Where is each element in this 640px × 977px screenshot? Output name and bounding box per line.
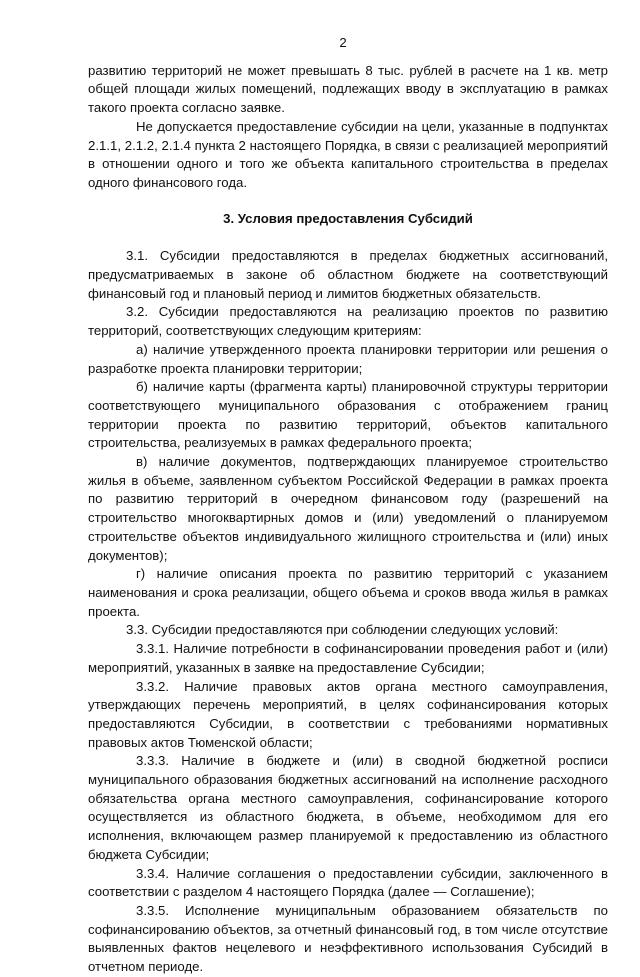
paragraph-restriction: Не допускается предоставление субсидии на цели, указанные в подпунктах 2.1.1, 2.1.2, 2.1.4 пункта 2 настоящего Порядка, в связи с реализацией мероприятий в отношении одного и того же объекта капитального строительства в пределах одного финансового года.	[88, 118, 608, 190]
clause-3-3-2: 3.3.2. Наличие правовых актов органа местного самоуправления, утверждающих перечень мероприятий, в целях софинансирования которых предоставляются Субсидии, в соответствии с требованиями нормативных правовых актов Тюменской области;	[88, 678, 608, 750]
clause-3-2: 3.2. Субсидии предоставляются на реализацию проектов по развитию территорий, соответствующих следующим критериям:	[88, 304, 608, 339]
criterion-v: в) наличие документов, подтверждающих планируемое строительство жилья в объеме, заявленном субъектом Российской Федерации в рамках проекта по развитию территорий в очередном финансовом году (разрешений на строительство многоквартирных домов и (или) уведомлений о планируемом строительстве объектов индивидуального жилищного строительства и (или) иных документов);	[88, 454, 608, 563]
criterion-g: г) наличие описания проекта по развитию территорий с указанием наименования и срока реализации, общего объема и сроков ввода жилья в рамках проекта.	[88, 566, 608, 619]
clause-3-3-1: 3.3.1. Наличие потребности в софинансировании проведения работ и (или) мероприятий, указанных в заявке на предоставление Субсидии;	[88, 641, 608, 675]
criterion-b: б) наличие карты (фрагмента карты) планировочной структуры территории соответствующего муниципального образования с отображением границ территории проекта по развитию территорий, объектов капитального строительства, реализуемых в рамках федерального проекта;	[88, 379, 608, 451]
page-number: 2	[339, 35, 347, 50]
criterion-a: а) наличие утвержденного проекта планировки территории или решения о разработке проекта планировки территории;	[88, 341, 608, 376]
clause-3-3: 3.3. Субсидии предоставляются при соблюдении следующих условий:	[126, 622, 559, 638]
clause-3-1: 3.1. Субсидии предоставляются в пределах бюджетных ассигнований, предусматриваемых в законе об областном бюджете на соответствующий финансовый год и плановый период и лимитов бюджетных обязательств.	[88, 248, 608, 301]
clause-3-3-4: 3.3.4. Наличие соглашения о предоставлении субсидии, заключенного в соответствии с разделом 4 настоящего Порядка (далее — Соглашение);	[88, 865, 608, 900]
clause-3-3-5: 3.3.5. Исполнение муниципальным образованием обязательств по софинансированию объектов, за отчетный финансовый год, в том числе отсутствие выявленных фактов нецелевого и неэффективного использования Субсидий в отчетном периоде.	[88, 902, 608, 975]
section-heading: 3. Условия предоставления Субсидий	[223, 210, 473, 226]
paragraph-continuation: развитию территорий не может превышать 8 тыс. рублей в расчете на 1 кв. метр общей площади жилых помещений, подлежащих вводу в эксплуатацию в рамках такого проекта согласно заявке.	[88, 62, 608, 116]
clause-3-3-3: 3.3.3. Наличие в бюджете и (или) в сводной бюджетной росписи муниципального образования бюджетных ассигнований на исполнение расходного обязательства органа местного самоуправления, софинансирование которого осуществляется из областного бюджета, в объеме, необходимом для его исполнения, включающем размер планируемой к предоставлению из областного бюджета Субсидии;	[88, 753, 608, 862]
